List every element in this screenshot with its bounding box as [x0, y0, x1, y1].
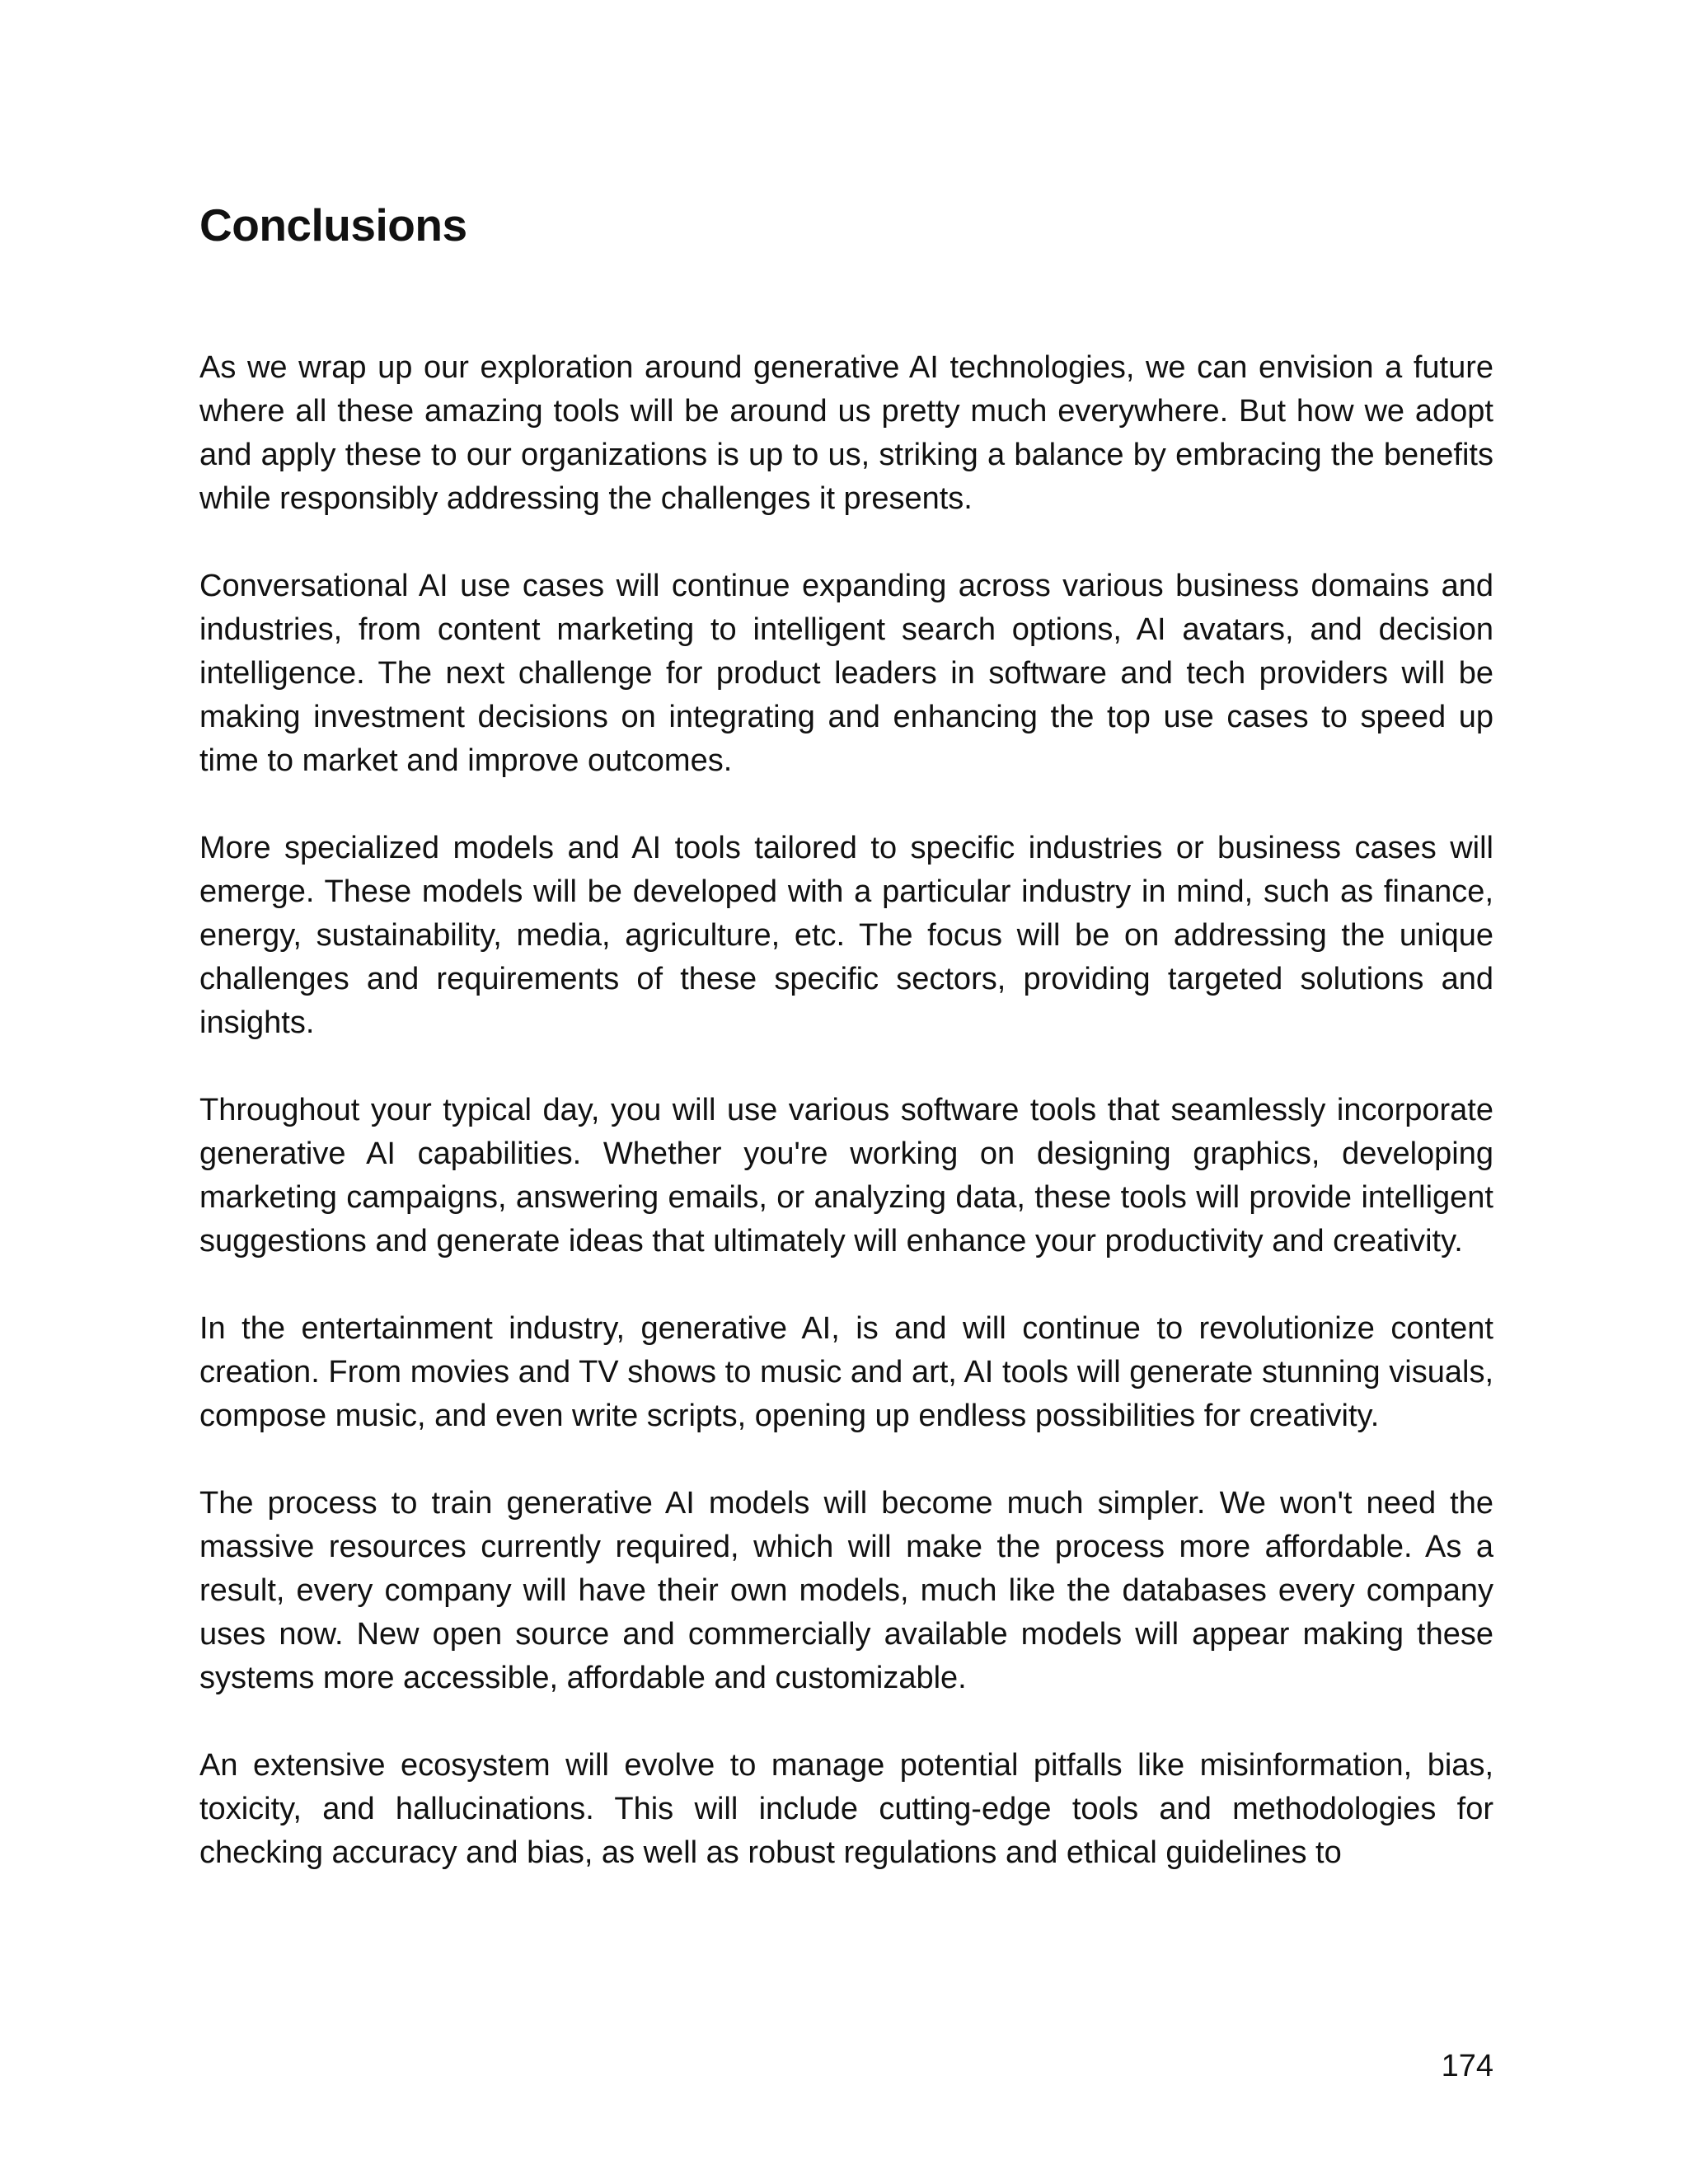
paragraph-2: Conversational AI use cases will continue expanding across various business domains and industries, from content marketing to intelligent search options, AI avatars, and decision intelligence. The next challenge for product leaders in software and tech providers will be making investment decisions on integrating and enhancing the top use cases to speed up time to market and improve outcomes. — [199, 569, 1493, 778]
paragraph-3: More specialized models and AI tools tailored to specific industries or business cases will emerge. These models will be developed with a particular industry in mind, such as finance, energy, sustainability, media, agriculture, etc. The focus will be on addressing the unique challenges and requirements of these specific sectors, providing targeted solutions and insights. — [199, 831, 1493, 1040]
paragraph-5: In the entertainment industry, generative AI, is and will continue to revolutionize content creation. From movies and TV shows to music and art, AI tools will generate stunning visuals, compose music, and even write scripts, opening up endless possibilities for creativity. — [199, 1311, 1493, 1433]
paragraph-6: The process to train generative AI models will become much simpler. We won't need the massive resources currently required, which will make the process more affordable. As a result, every company will have their own models, much like the databases every company uses now. New open source and commercially available models will appear making these systems more accessible, affordable and customizable. — [199, 1486, 1493, 1695]
paragraph-7: An extensive ecosystem will evolve to manage potential pitfalls like misinformation, bias, toxicity, and hallucinations. This will include cutting-edge tools and methodologies for checking accuracy and bias, as well as robust regulations and ethical guidelines to — [199, 1748, 1493, 1870]
page-title: Conclusions — [199, 199, 467, 251]
page-number: 174 — [1441, 2049, 1493, 2083]
paragraph-1: As we wrap up our exploration around generative AI technologies, we can envision a future where all these amazing tools will be around us pretty much everywhere. But how we adopt and apply these to our organizations is up to us, striking a balance by embracing the benefits while responsibly addressing the challenges it presents. — [199, 350, 1493, 516]
body-text — [199, 346, 1493, 1875]
paragraph-4: Throughout your typical day, you will use various software tools that seamlessly incorporate generative AI capabilities. Whether you're working on designing graphics, developing marketing campaigns, answering emails, or analyzing data, these tools will provide intelligent suggestions and generate ideas that ultimately will enhance your productivity and creativity. — [199, 1093, 1493, 1258]
